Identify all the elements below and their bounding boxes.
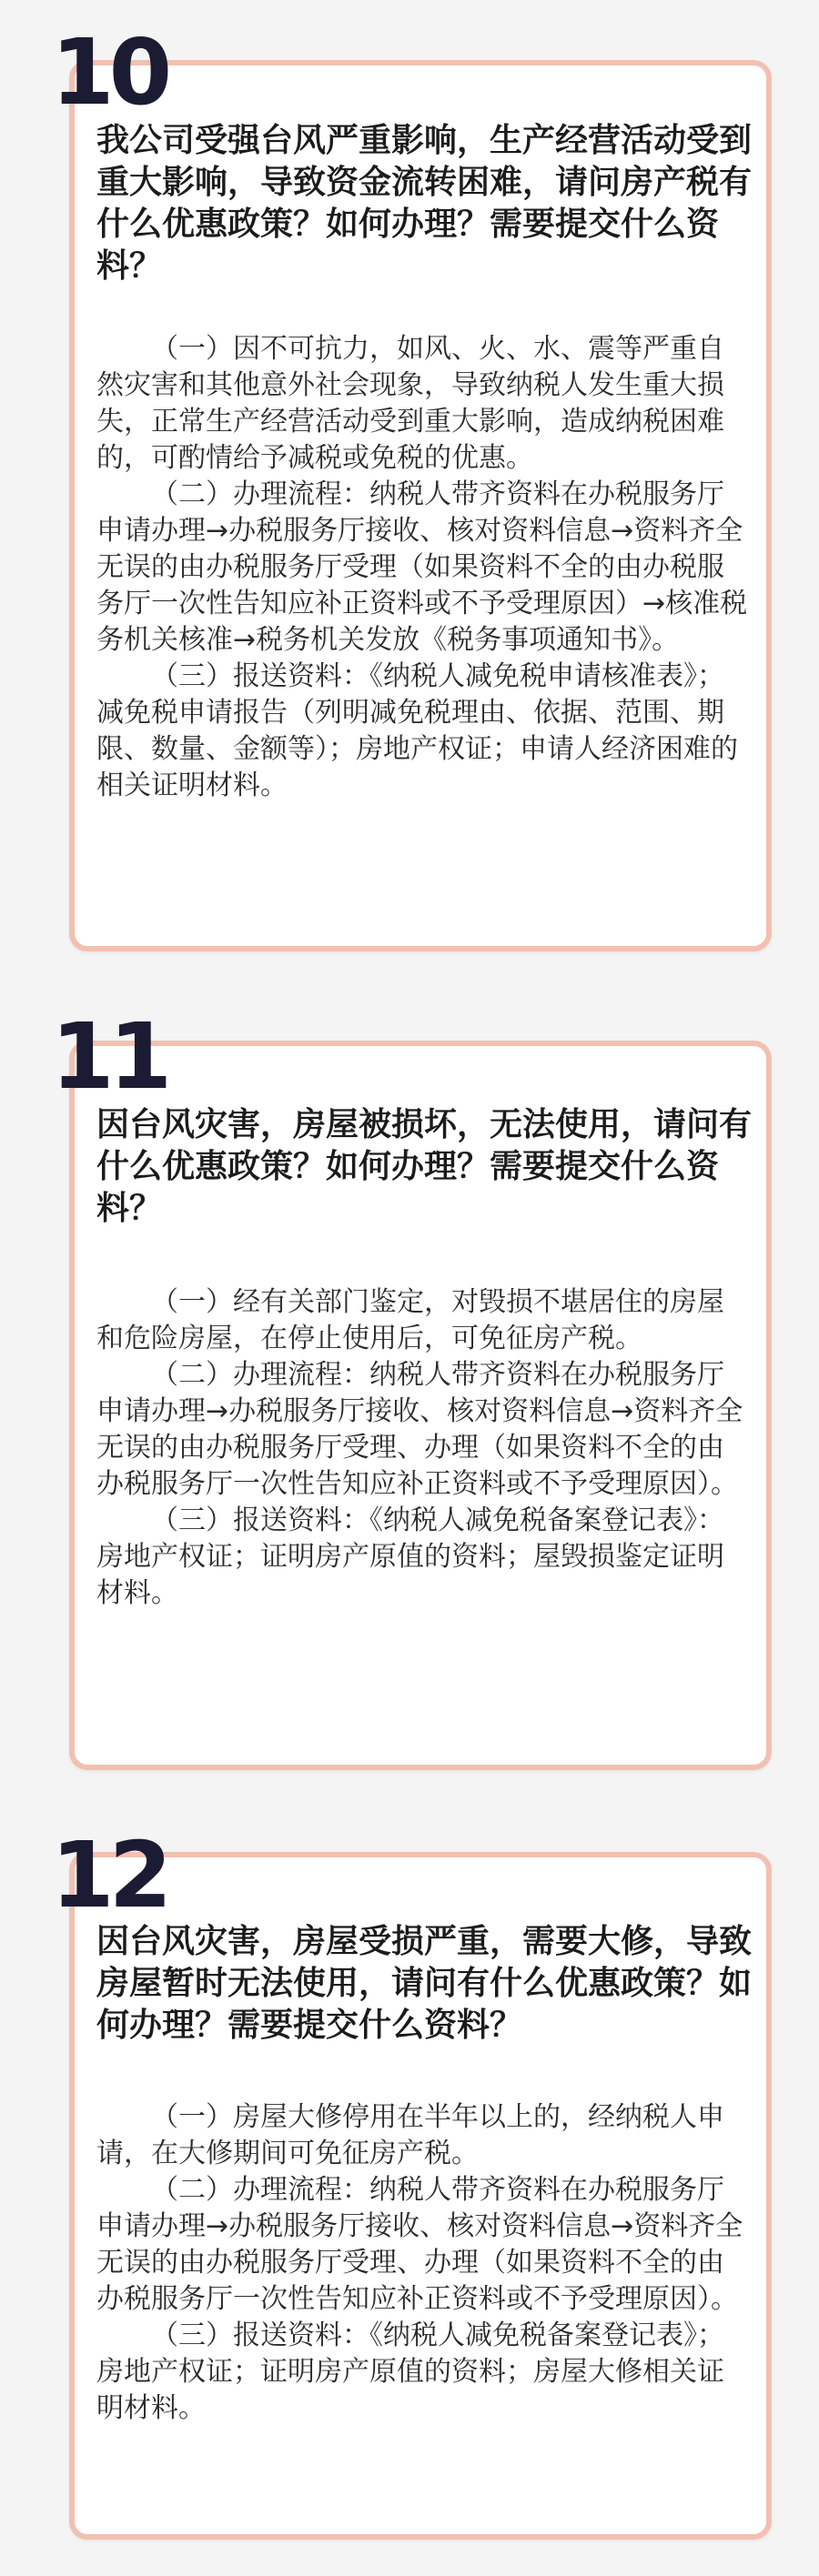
answer-block — [96, 331, 748, 804]
answer-paragraph: （一）经有关部门鉴定，对毁损不堪居住的房屋和危险房屋，在停止使用后，可免征房产税。 — [96, 1286, 724, 1354]
section-number: 12 — [51, 1822, 167, 1928]
answer-block — [96, 1284, 748, 1612]
answer-paragraph: （一）因不可抗力，如风、火、水、震等严重自然灾害和其他意外社会现象，导致纳税人发生重大损失，正常生产经营活动受到重大影响，造成纳税困难的，可酌情给予减税或免税的优惠。 — [96, 333, 724, 474]
answer-paragraph: （三）报送资料：《纳税人减免税申请核准表》；减免税申请报告（列明减免税理由、依据、范围、期限、数量、金额等）；房地产权证；申请人经济困难的相关证明材料。 — [96, 660, 738, 801]
answer-paragraph: （二）办理流程：纳税人带齐资料在办税服务厅申请办理→办税服务厅接收、核对资料信息→资料齐全无误的由办税服务厅受理、办理（如果资料不全的由办税服务厅一次性告知应补正资料或不予受理原因）。 — [96, 1359, 743, 1500]
section-number: 10 — [51, 19, 167, 126]
answer-paragraph: （二）办理流程：纳税人带齐资料在办税服务厅申请办理→办税服务厅接收、核对资料信息→资料齐全无误的由办税服务厅受理、办理（如果资料不全的由办税服务厅一次性告知应补正资料或不予受理原因）。 — [96, 2174, 743, 2315]
answer-paragraph: （二）办理流程：纳税人带齐资料在办税服务厅申请办理→办税服务厅接收、核对资料信息→资料齐全无误的由办税服务厅受理（如果资料不全的由办税服务厅一次性告知应补正资料或不予受理原因）→核准税务机关核准→税务机关发放《税务事项通知书》。 — [96, 478, 748, 656]
answer-paragraph: （三）报送资料：《纳税人减免税备案登记表》；房地产权证；证明房产原值的资料；房屋大修相关证明材料。 — [96, 2319, 724, 2424]
section-number: 11 — [51, 1003, 167, 1110]
question-heading: 因台风灾害，房屋受损严重，需要大修，导致房屋暂时无法使用，请问有什么优惠政策？如何办理？需要提交什么资料？ — [96, 1923, 753, 2044]
answer-paragraph: （一）房屋大修停用在半年以上的，经纳税人申请，在大修期间可免征房产税。 — [96, 2101, 724, 2169]
answer-block — [96, 2099, 748, 2427]
answer-paragraph: （三）报送资料：《纳税人减免税备案登记表》：房地产权证；证明房产原值的资料；屋毁损鉴定证明材料。 — [96, 1504, 724, 1609]
question-heading: 我公司受强台风严重影响，生产经营活动受到重大影响，导致资金流转困难，请问房产税有什么优惠政策？如何办理？需要提交什么资料？ — [96, 122, 753, 285]
question-heading: 因台风灾害，房屋被损坏，无法使用，请问有什么优惠政策？如何办理？需要提交什么资料？ — [96, 1106, 753, 1227]
